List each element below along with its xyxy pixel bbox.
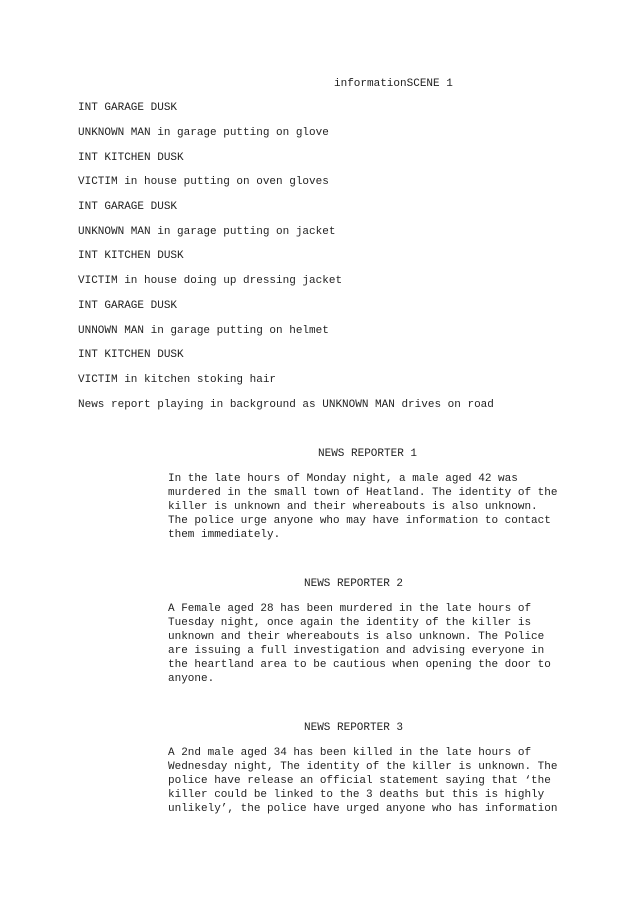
action-line: INT KITCHEN DUSK <box>78 250 184 262</box>
action-line: INT KITCHEN DUSK <box>78 152 184 164</box>
dialogue-line: The police urge anyone who may have information to contact <box>168 515 551 527</box>
dialogue-line: killer could be linked to the 3 deaths but this is highly <box>168 789 545 801</box>
dialogue-line: A Female aged 28 has been murdered in the late hours of <box>168 603 532 615</box>
character-name: NEWS REPORTER 2 <box>304 578 404 590</box>
action-line: INT GARAGE DUSK <box>78 201 178 213</box>
action-line: VICTIM in house doing up dressing jacket <box>78 275 343 287</box>
dialogue-line: are issuing a full investigation and advising everyone in <box>168 645 545 657</box>
dialogue-line: unknown and their whereabouts is also unknown. The Police <box>168 631 545 643</box>
dialogue-line: Tuesday night, once again the identity of the killer is <box>168 617 532 629</box>
dialogue-line: In the late hours of Monday night, a male aged 42 was <box>168 473 518 485</box>
action-line: INT GARAGE DUSK <box>78 300 178 312</box>
dialogue-line: them immediately. <box>168 529 281 541</box>
dialogue-line: the heartland area to be cautious when opening the door to <box>168 659 551 671</box>
scene-header: informationSCENE 1 <box>334 78 453 90</box>
dialogue-line: A 2nd male aged 34 has been killed in the late hours of <box>168 747 532 759</box>
dialogue-line: police have release an official statement saying that ‘the <box>168 775 551 787</box>
character-name: NEWS REPORTER 1 <box>318 448 418 460</box>
action-line: VICTIM in kitchen stoking hair <box>78 374 277 386</box>
action-line: INT GARAGE DUSK <box>78 102 178 114</box>
action-line: VICTIM in house putting on oven gloves <box>78 176 329 188</box>
dialogue-line: murdered in the small town of Heatland. The identity of the <box>168 487 558 499</box>
action-line: News report playing in background as UNKNOWN MAN drives on road <box>78 399 494 411</box>
dialogue-line: killer is unknown and their whereabouts is also unknown. <box>168 501 538 513</box>
dialogue-line: unlikely’, the police have urged anyone who has information <box>168 803 558 815</box>
action-line: UNKNOWN MAN in garage putting on jacket <box>78 226 336 238</box>
action-line: UNKNOWN MAN in garage putting on glove <box>78 127 329 139</box>
character-name: NEWS REPORTER 3 <box>304 722 404 734</box>
dialogue-line: Wednesday night, The identity of the killer is unknown. The <box>168 761 558 773</box>
dialogue-line: anyone. <box>168 673 215 685</box>
action-line: UNNOWN MAN in garage putting on helmet <box>78 325 329 337</box>
action-line: INT KITCHEN DUSK <box>78 349 184 361</box>
